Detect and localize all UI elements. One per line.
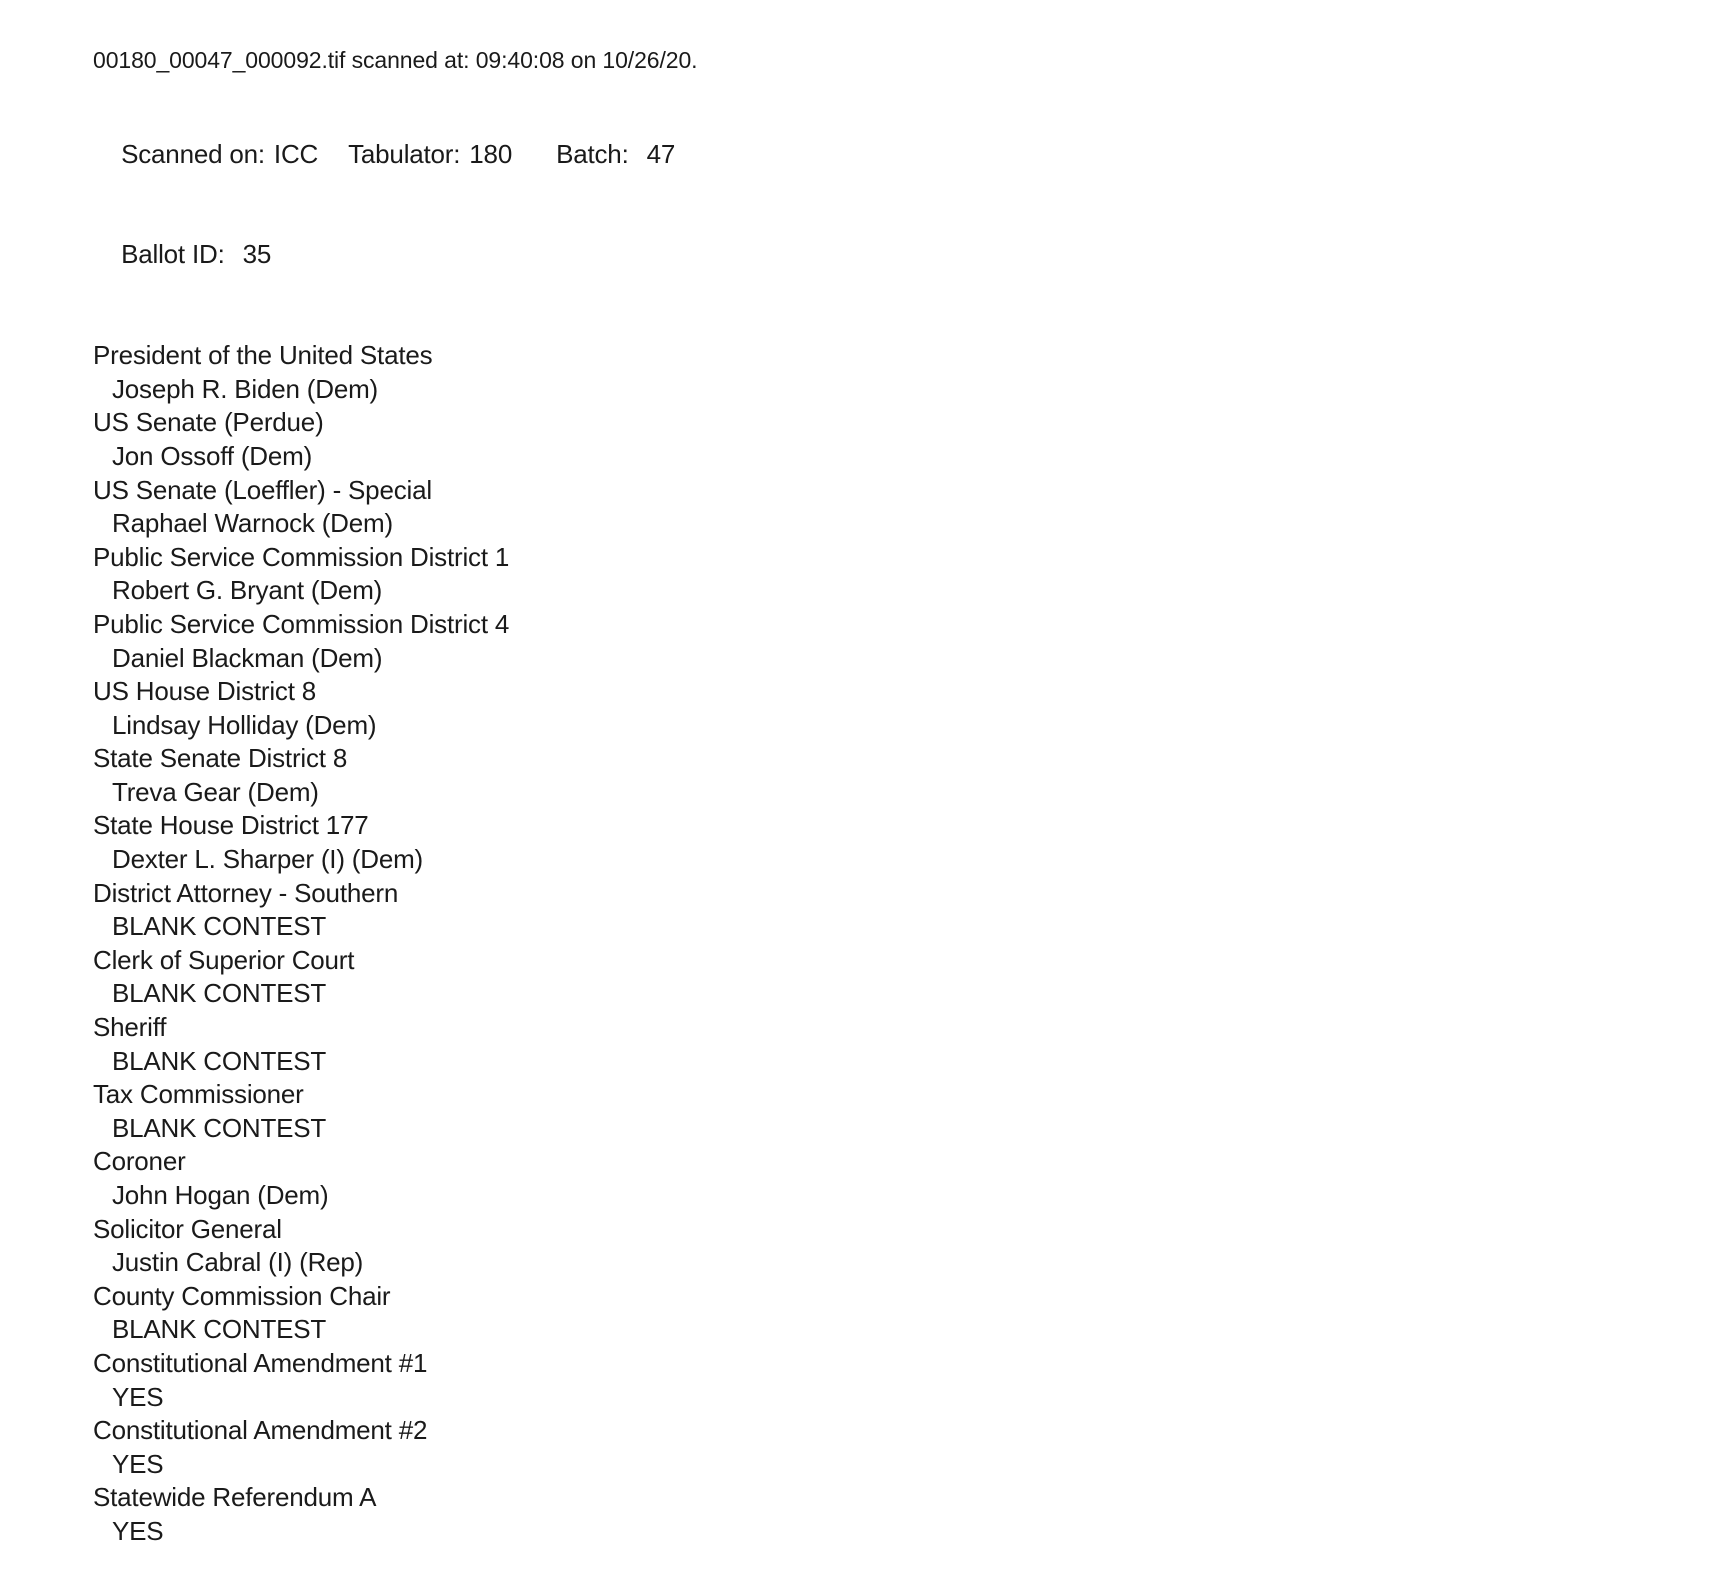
scanned-on-value: ICC (273, 138, 319, 169)
contest-selection: BLANK CONTEST (112, 978, 327, 1009)
contest-title: District Attorney - Southern (93, 877, 399, 908)
contest-list (93, 339, 1652, 1548)
contest-title: US Senate (Perdue) (93, 407, 324, 438)
scan-file-line: 00180_00047_000092.tif scanned at: 09:40:08 on 10/26/20. (93, 47, 698, 73)
contest-selection: Treva Gear (Dem) (112, 776, 319, 807)
contest-title: State Senate District 8 (93, 743, 348, 774)
contest-title: US House District 8 (93, 676, 317, 707)
contest-selection: Dexter L. Sharper (I) (Dem) (112, 844, 424, 875)
scan-summary-line (93, 104, 1652, 205)
tabulator-value: 180 (469, 138, 513, 169)
contest-title: US Senate (Loeffler) - Special (93, 474, 432, 505)
contest-title: Constitutional Amendment #1 (93, 1347, 428, 1378)
contest-title: Public Service Commission District 4 (93, 608, 510, 639)
contest-title: President of the United States (93, 340, 433, 371)
contest-title: Public Service Commission District 1 (93, 541, 510, 572)
contest-title: State House District 177 (93, 810, 369, 841)
contest-title: Solicitor General (93, 1213, 282, 1244)
contest-title: Constitutional Amendment #2 (93, 1415, 428, 1446)
contest-selection: Jon Ossoff (Dem) (112, 440, 313, 471)
contest-selection: Lindsay Holliday (Dem) (112, 709, 377, 740)
contest-selection: YES (112, 1448, 164, 1479)
contest-title: County Commission Chair (93, 1280, 391, 1311)
contest-selection: Raphael Warnock (Dem) (112, 508, 393, 539)
contest-title: Clerk of Superior Court (93, 944, 355, 975)
contest-title: Sheriff (93, 1012, 167, 1043)
contest-selection: John Hogan (Dem) (112, 1180, 329, 1210)
contest-selection: Justin Cabral (I) (Rep) (112, 1247, 364, 1278)
contest-selection: YES (112, 1381, 164, 1412)
contest-selection: BLANK CONTEST (112, 1314, 327, 1345)
batch-value: 47 (646, 138, 676, 169)
contest-selection: BLANK CONTEST (112, 1112, 327, 1143)
contest-selection: BLANK CONTEST (112, 1045, 327, 1076)
contest-selection: Robert G. Bryant (Dem) (112, 575, 383, 606)
header-body-gap (93, 306, 1652, 340)
contest-title: Tax Commissioner (93, 1079, 304, 1110)
contest-title: Statewide Referendum A (93, 1482, 377, 1513)
scanned-on-label: Scanned on: (121, 138, 265, 169)
contest-selection: Daniel Blackman (Dem) (112, 642, 383, 673)
ballot-id-value: 35 (242, 239, 272, 270)
contest-title: Coroner (93, 1146, 186, 1177)
ballot-id-line (93, 205, 1652, 306)
contest-selection: BLANK CONTEST (112, 911, 327, 942)
contest-selection: Joseph R. Biden (Dem) (112, 373, 379, 404)
ballot-id-label: Ballot ID: (121, 239, 225, 270)
tabulator-label: Tabulator: (348, 138, 461, 169)
batch-label: Batch: (556, 138, 629, 169)
contest-selection: YES (112, 1515, 164, 1546)
